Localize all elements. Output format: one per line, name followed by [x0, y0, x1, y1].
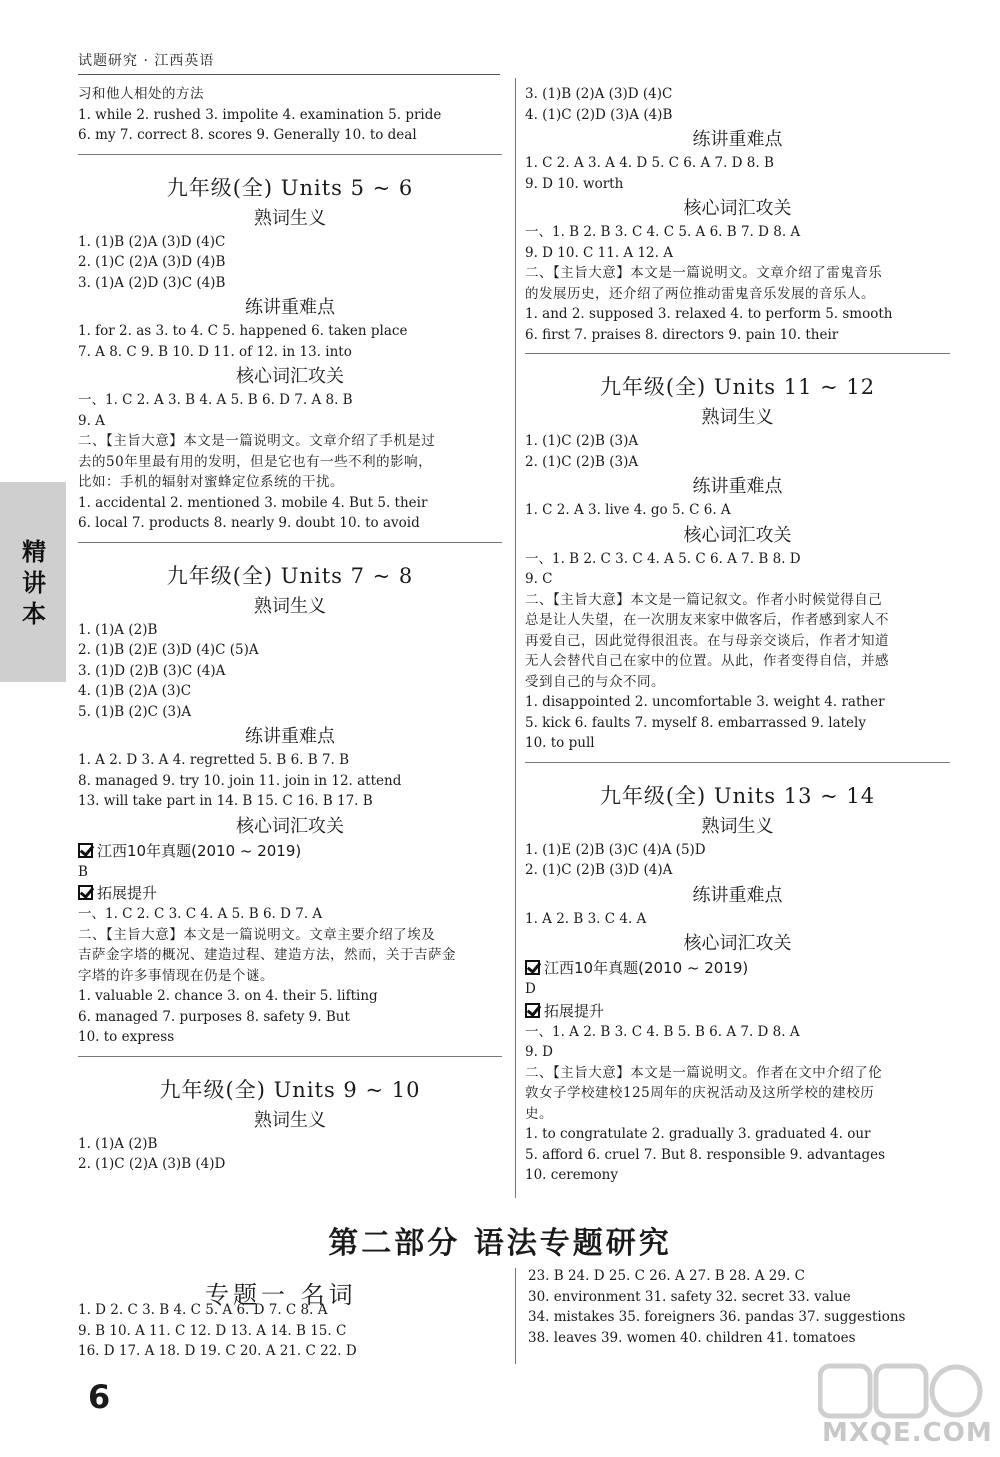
extension-badge — [525, 1000, 950, 1022]
page-number: 6 — [88, 1378, 111, 1416]
answer-line: 4. (1)C (2)D (3)A (4)B — [525, 106, 673, 123]
answer-line: 2. (1)C (2)B (3)A — [525, 453, 639, 470]
side-tab-char: 本 — [22, 600, 46, 628]
summary-line: 受到自己的与众不同。 — [525, 673, 665, 690]
summary-line: 无人会替代自己在家中的位置。从此，作者变得自信，并感 — [525, 653, 889, 669]
answer-line: 2. (1)B (2)E (3)D (4)C (5)A — [78, 642, 259, 658]
summary-line: 去的50年里最有用的发明，但是它也有一些不利的影响， — [78, 453, 433, 470]
subsection-title: 核心词汇攻关 — [236, 815, 344, 837]
subsection-title: 核心词汇攻关 — [683, 933, 792, 954]
section-divider — [78, 542, 502, 543]
answer-line: 34. mistakes 35. foreigners 36. pandas 37. suggestions — [528, 1309, 906, 1325]
answer-line: 1. (1)A (2)B — [78, 1135, 158, 1152]
unit-section-11-12 — [525, 372, 950, 754]
column-divider — [515, 78, 516, 1198]
summary-line: 二、【主旨大意】本文是一篇说明文。文章介绍了雷鬼音乐 — [525, 265, 883, 281]
summary-line: 的发展历史，还介绍了两位推动雷鬼音乐发展的音乐人。 — [525, 285, 875, 302]
right-column — [525, 84, 950, 1186]
answer-line: 9. C — [525, 571, 553, 587]
answer-line: 7. A 8. C 9. B 10. D 11. of 12. in 13. into — [78, 343, 352, 360]
unit-title: 九年级(全) Units 7 ~ 8 — [166, 563, 414, 588]
answer-line: 1. D 2. C 3. B 4. C 5. A 6. D 7. C 8. A — [78, 1302, 328, 1318]
summary-line: 二、【主旨大意】本文是一篇记叙文。作者小时候觉得自己 — [525, 591, 883, 608]
answer-line: 6. local 7. products 8. nearly 9. doubt 10. to avoid — [78, 515, 420, 531]
grammar-answers-right — [528, 1266, 953, 1348]
badge-label: 江西10年真题(2010 ~ 2019) — [544, 959, 749, 977]
side-tab-char: 精 — [22, 538, 46, 566]
summary-line: 二、【主旨大意】本文是一篇说明文。作者在文中介绍了伦 — [525, 1064, 883, 1081]
subsection-title: 熟词生义 — [701, 815, 774, 837]
answer-line: 38. leaves 39. women 40. children 41. tomatoes — [528, 1329, 856, 1346]
section-divider — [525, 353, 950, 354]
answer-line: 9. A — [78, 412, 105, 429]
grammar-answers-left — [78, 1300, 502, 1362]
answer-line: 9. B 10. A 11. C 12. D 13. A 14. B 15. C — [78, 1322, 347, 1339]
answer-line: 9. D 10. worth — [525, 175, 624, 192]
extension-badge — [78, 882, 502, 904]
checkmark-icon — [78, 843, 93, 858]
answer-line: 1. C 2. A 3. live 4. go 5. C 6. A — [525, 502, 731, 518]
side-tab-label — [22, 537, 46, 630]
badge-label: 拓展提升 — [97, 884, 158, 902]
answer-line: 1. valuable 2. chance 3. on 4. their 5. lifting — [78, 988, 378, 1004]
unit-section-5-6 — [78, 173, 502, 534]
answer-line: 6. my 7. correct 8. scores 9. Generally 10. to deal — [78, 127, 417, 143]
subsection-title: 练讲重难点 — [245, 726, 335, 747]
topic-title: 专题一 名词 — [205, 1281, 357, 1309]
checkmark-icon — [525, 1003, 540, 1018]
subsection-title: 熟词生义 — [254, 1109, 326, 1131]
unit-title: 九年级(全) Units 11 ~ 12 — [599, 375, 876, 399]
summary-line: 吉萨金字塔的概况、建造过程、建造方法，然而，关于吉萨金 — [78, 947, 456, 963]
answer-line: 9. D 10. C 11. A 12. A — [525, 244, 673, 261]
summary-line: 字塔的许多事情现在仍是个谜。 — [78, 967, 274, 984]
answer-line: 习和他人相处的方法 — [78, 86, 204, 102]
watermark-text: MXQE.COM — [822, 1418, 993, 1448]
summary-line: 史。 — [525, 1105, 553, 1122]
answer-line: 1. accidental 2. mentioned 3. mobile 4. But 5. their — [78, 494, 428, 511]
answer-line: 6. first 7. praises 8. directors 9. pain 10. their — [525, 326, 839, 343]
answer-line: 9. D — [525, 1044, 553, 1060]
unit-title: 九年级(全) Units 5 ~ 6 — [166, 175, 414, 200]
answer-line: 8. managed 9. try 10. join 11. join in 12. attend — [78, 772, 402, 789]
answer-line: 2. (1)C (2)B (3)D (4)A — [525, 862, 673, 878]
answer-line: 一、1. A 2. B 3. C 4. B 5. B 6. A 7. D 8. A — [525, 1023, 800, 1040]
answer-line: 10. to express — [78, 1029, 175, 1045]
section-divider — [78, 154, 502, 155]
answer-line: 5. (1)B (2)C (3)A — [78, 703, 192, 720]
subsection-title: 练讲重难点 — [245, 297, 335, 318]
column-divider-bottom — [515, 1268, 516, 1364]
section-divider — [525, 762, 950, 763]
answer-line: 10. to pull — [525, 735, 595, 751]
answer-line: 3. (1)B (2)A (3)D (4)C — [525, 86, 673, 102]
unit-title: 九年级(全) Units 13 ~ 14 — [599, 783, 876, 808]
answer-line: 1. to congratulate 2. gradually 3. graduated 4. our — [525, 1126, 871, 1142]
answer-line: 3. (1)A (2)D (3)C (4)B — [78, 274, 226, 291]
answer-line: 2. (1)C (2)A (3)D (4)B — [78, 254, 226, 270]
subsection-title: 练讲重难点 — [692, 884, 783, 906]
unit-title: 九年级(全) Units 9 ~ 10 — [159, 1077, 421, 1102]
unit-section-13-14 — [525, 781, 950, 1186]
subsection-title: 熟词生义 — [254, 207, 326, 229]
answer-line: 1. (1)A (2)B — [78, 621, 158, 638]
answer-line: 5. kick 6. faults 7. myself 8. embarrassed 9. lately — [525, 714, 866, 731]
summary-line: 总是让人失望，在一次朋友来家中做客后，作者感到家人不 — [525, 612, 889, 628]
unit-section-7-8 — [78, 561, 502, 1048]
subsection-title: 核心词汇攻关 — [683, 198, 792, 219]
answer-line: 16. D 17. A 18. D 19. C 20. A 21. C 22. D — [78, 1343, 357, 1359]
answer-line: 1. and 2. supposed 3. relaxed 4. to perform 5. smooth — [525, 306, 893, 322]
exam-badge — [525, 957, 950, 979]
answer-line: 一、1. B 2. B 3. C 4. C 5. A 6. B 7. D 8. A — [525, 224, 801, 240]
summary-line: 敦女子学校建校125周年的庆祝活动及这所学校的建校历 — [525, 1085, 875, 1101]
subsection-title: 核心词汇攻关 — [236, 366, 344, 387]
exam-badge — [78, 840, 502, 862]
badge-label: 江西10年真题(2010 ~ 2019) — [97, 841, 302, 860]
answer-line: 5. afford 6. cruel 7. But 8. responsible 9. advantages — [525, 1146, 886, 1163]
page-header: 试题研究 · 江西英语 — [78, 53, 215, 69]
subsection-title: 熟词生义 — [701, 407, 774, 428]
answer-line: 1. while 2. rushed 3. impolite 4. examination 5. pride — [78, 106, 442, 123]
answer-line: B — [78, 863, 88, 880]
summary-line: 二、【主旨大意】本文是一篇说明文。文章主要介绍了埃及 — [78, 926, 436, 943]
subsection-title: 核心词汇攻关 — [683, 524, 792, 546]
answer-line: 一、1. B 2. C 3. C 4. A 5. C 6. A 7. B 8. D — [525, 550, 801, 567]
answer-line: 1. disappointed 2. uncomfortable 3. weight 4. rather — [525, 694, 885, 710]
answer-line: 1. (1)C (2)B (3)A — [525, 433, 639, 449]
answer-line: 23. B 24. D 25. C 26. A 27. B 28. A 29. C — [528, 1268, 805, 1284]
summary-line: 比如：手机的辐射对蜜蜂定位系统的干扰。 — [78, 474, 344, 490]
answer-line: 10. ceremony — [525, 1167, 619, 1183]
checkmark-icon — [525, 960, 540, 975]
answer-line: 一、1. C 2. A 3. B 4. A 5. B 6. D 7. A 8. B — [78, 392, 353, 408]
answer-line: 4. (1)B (2)A (3)C — [78, 683, 192, 699]
answer-line: D — [525, 981, 536, 997]
unit-section-9-10 — [78, 1075, 502, 1175]
section-divider — [78, 1056, 502, 1057]
answer-line: 30. environment 31. safety 32. secret 33. value — [528, 1288, 851, 1305]
answer-line: 1. A 2. D 3. A 4. regretted 5. B 6. B 7. B — [78, 752, 350, 768]
checkmark-icon — [78, 885, 93, 900]
answer-line: 3. (1)D (2)B (3)C (4)A — [78, 662, 226, 679]
answer-line: 13. will take part in 14. B 15. C 16. B 17. B — [78, 793, 373, 809]
subsection-title: 熟词生义 — [254, 595, 326, 617]
subsection-title: 练讲重难点 — [692, 129, 783, 150]
answer-line: 6. managed 7. purposes 8. safety 9. But — [78, 1008, 350, 1025]
subsection-title: 练讲重难点 — [692, 476, 783, 497]
answer-line: 1. C 2. A 3. A 4. D 5. C 6. A 7. D 8. B — [525, 155, 774, 171]
summary-line: 二、【主旨大意】本文是一篇说明文。文章介绍了手机是过 — [78, 433, 436, 449]
answer-line: 1. (1)E (2)B (3)C (4)A (5)D — [525, 841, 706, 858]
badge-label: 拓展提升 — [544, 1001, 605, 1020]
part-two-title: 第二部分 语法专题研究 — [328, 1226, 672, 1261]
answer-line: 1. (1)B (2)A (3)D (4)C — [78, 233, 226, 250]
header-rule — [78, 74, 500, 75]
summary-line: 再爱自己，因此觉得很沮丧。在与母亲交谈后，作者才知道 — [525, 632, 889, 649]
left-column — [78, 84, 502, 1175]
answer-line: 1. A 2. B 3. C 4. A — [525, 910, 647, 927]
answer-line: 2. (1)C (2)A (3)B (4)D — [78, 1156, 226, 1172]
answer-line: 一、1. C 2. C 3. C 4. A 5. B 6. D 7. A — [78, 906, 323, 922]
answer-line: 1. for 2. as 3. to 4. C 5. happened 6. taken place — [78, 323, 408, 339]
side-tab-char: 讲 — [22, 569, 46, 597]
